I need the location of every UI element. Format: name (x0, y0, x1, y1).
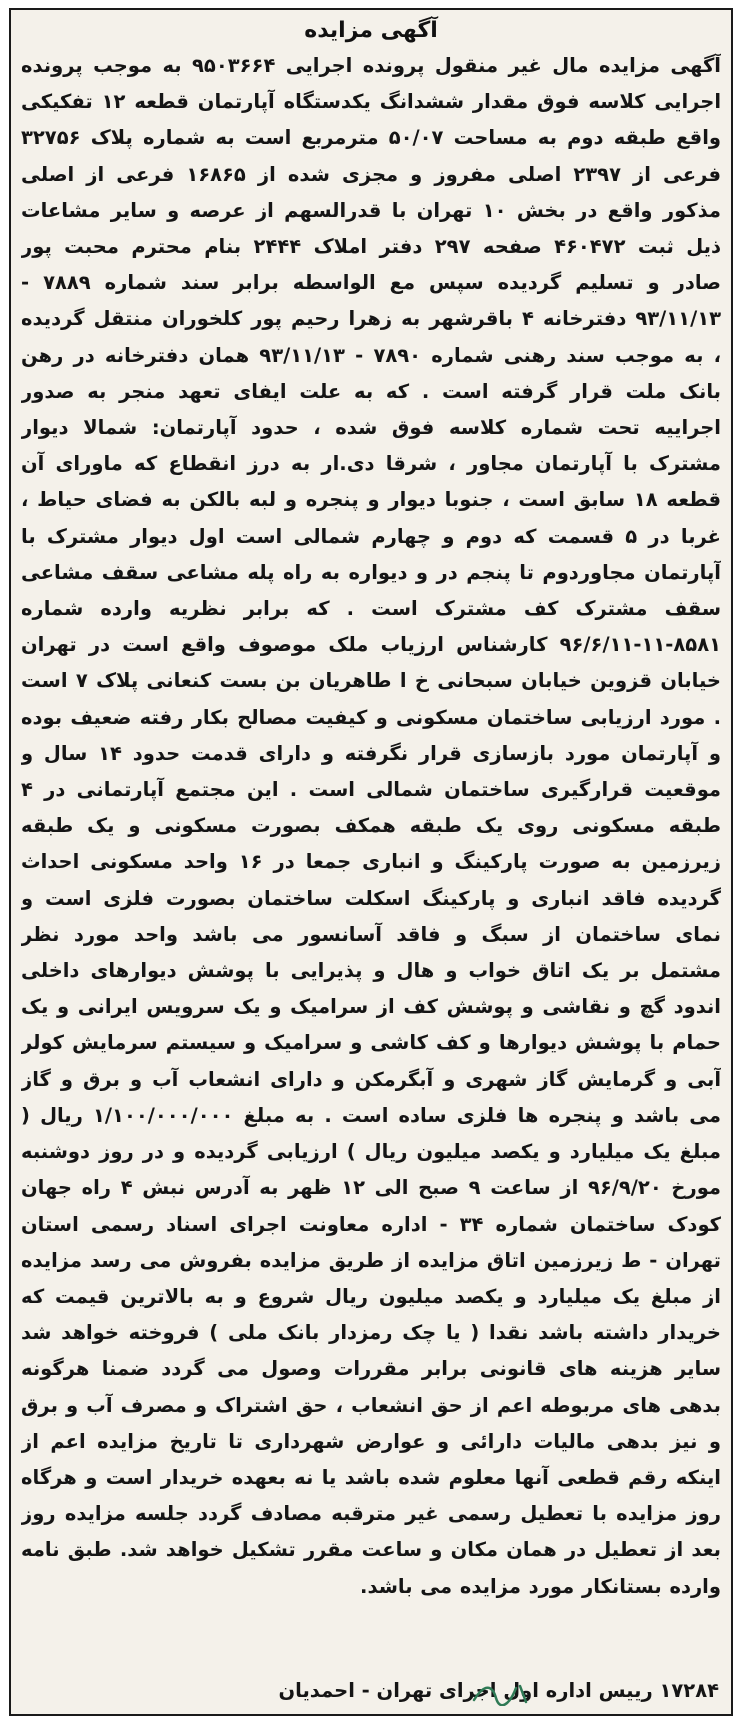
notice-body-text: آگهی مزایده مال غیر منقول پرونده اجرایی ۹۵۰۳۶۶۴ به موجب پرونده اجرایی کلاسه فوق مقدار ششدانگ یکدستگاه آپارتمان قطعه ۱۲ تفکیکی واقع طبقه دوم به مساحت ۵۰/۰۷ مترمربع است به شماره پلاک ۳۲۷۵۶ فرعی از ۲۳۹۷ اصلی مفروز و مجزی شده از ۱۶۸۶۵ فرعی از اصلی مذکور واقع در بخش ۱۰ تهران با قدرالسهم از عرصه و سایر مشاعات ذیل ثبت ۴۶۰۴۷۲ صفحه ۲۹۷ دفتر املاک ۲۴۴۴ بنام محترم محبت پور صادر و تسلیم گردیده سپس مع الواسطه برابر سند شماره ۷۸۸۹ - ۹۳/۱۱/۱۳ دفترخانه ۴ باقرشهر به زهرا رحیم پور کلخوران منتقل گردیده ، به موجب سند رهنی شماره ۷۸۹۰ - ۹۳/۱۱/۱۳ همان دفترخانه در رهن بانک ملت قرار گرفته است . که به علت ایفای تعهد منجر به صدور اجراییه تحت شماره کلاسه فوق شده ، حدود آپارتمان: شمالا دیوار مشترک با آپارتمان مجاور ، شرقا دی.ار به درز انقطاع که ماورای آن قطعه ۱۸ سابق است ، جنوبا دیوار و پنجره و لبه بالکن به فضای حیاط ، غربا در ۵ قسمت که دوم و چهارم شمالی است اول دیوار مشترک با آپارتمان مجاوردوم تا پنجم در و دیواره به راه پله مشاعی سقف مشاعی سقف مشترک کف مشترک است . که برابر نظریه وارده شماره ۸۵۸۱-۱۱-۹۶/۶/۱۱ کارشناس ارزیاب ملک موصوف واقع است در تهران خیابان قزوین خیابان سبحانی خ ا طاهریان بن بست کنعانی پلاک ۷ است . مورد ارزیابی ساختمان مسکونی و کیفیت مصالح بکار رفته ضعیف بوده و آپارتمان مورد بازسازی قرار نگرفته و دارای قدمت حدود ۱۴ سال و موقعیت قرارگیری ساختمان شمالی است . این مجتمع آپارتمانی در ۴ طبقه مسکونی روی یک طبقه همکف بصورت مسکونی و یک طبقه زیرزمین به صورت پارکینگ و انباری جمعا در ۱۶ واحد مسکونی احداث گردیده فاقد انباری و پارکینگ اسکلت ساختمان بصورت فلزی است و نمای ساختمان از سبگ و فاقد آسانسور می باشد واحد مورد نظر مشتمل بر یک اتاق خواب و هال و پذیرایی با پوشش دیوارهای داخلی اندود گچ و نقاشی و پوشش کف از سرامیک و یک سرویس ایرانی و یک حمام با پوشش دیوارها و کف کاشی و سرامیک و سیستم سرمایش کولر آبی و گرمایش گاز شهری و آبگرمکن و دارای انشعاب آب و برق و گاز می باشد و پنجره ها فلزی ساده است . به مبلغ ۱/۱۰۰/۰۰۰/۰۰۰ ریال ( مبلغ یک میلیارد و یکصد میلیون ریال ) ارزیابی گردیده و در روز دوشنبه مورخ ۹۶/۹/۲۰ از ساعت ۹ صبح الی ۱۲ ظهر به آدرس نبش ۴ راه جهان کودک ساختمان شماره ۳۴ - اداره معاونت اجرای اسناد رسمی استان تهران - ط زیرزمین اتاق مزایده از طریق مزایده بفروش می رسد مزایده از مبلغ یک میلیارد و یکصد میلیون ریال شروع و به بالاترین قیمت که خریدار داشته باشد نقدا ( یا چک رمزدار بانک ملی ) فروخته خواهد شد سایر هزینه های قانونی برابر مقررات وصول می گردد ضمنا هرگونه بدهی های مربوطه اعم از حق انشعاب ، حق اشتراک و مصرف آب و برق و نیز بدهی مالیات دارائی و عوارض شهرداری تا تاریخ مزایده اعم از اینکه رقم قطعی آنها معلوم شده باشد یا نه بعهده خریدار است و هرگاه روز مزایده با تعطیل رسمی غیر مترقبه مصادف گردد جلسه مزایده روز بعد از تعطیل در همان مکان و ساعت مقرر تشکیل خواهد شد. طبق نامه وارده بستانکار مورد مزایده می باشد. (21, 54, 721, 1598)
notice-signature: ۱۷۲۸۴ رییس اداره اول اجرای تهران - احمدیان (278, 1679, 719, 1702)
stamp-mark-icon (470, 1680, 540, 1706)
notice-title: آگهی مزایده (304, 18, 438, 43)
auction-notice (9, 8, 733, 1716)
